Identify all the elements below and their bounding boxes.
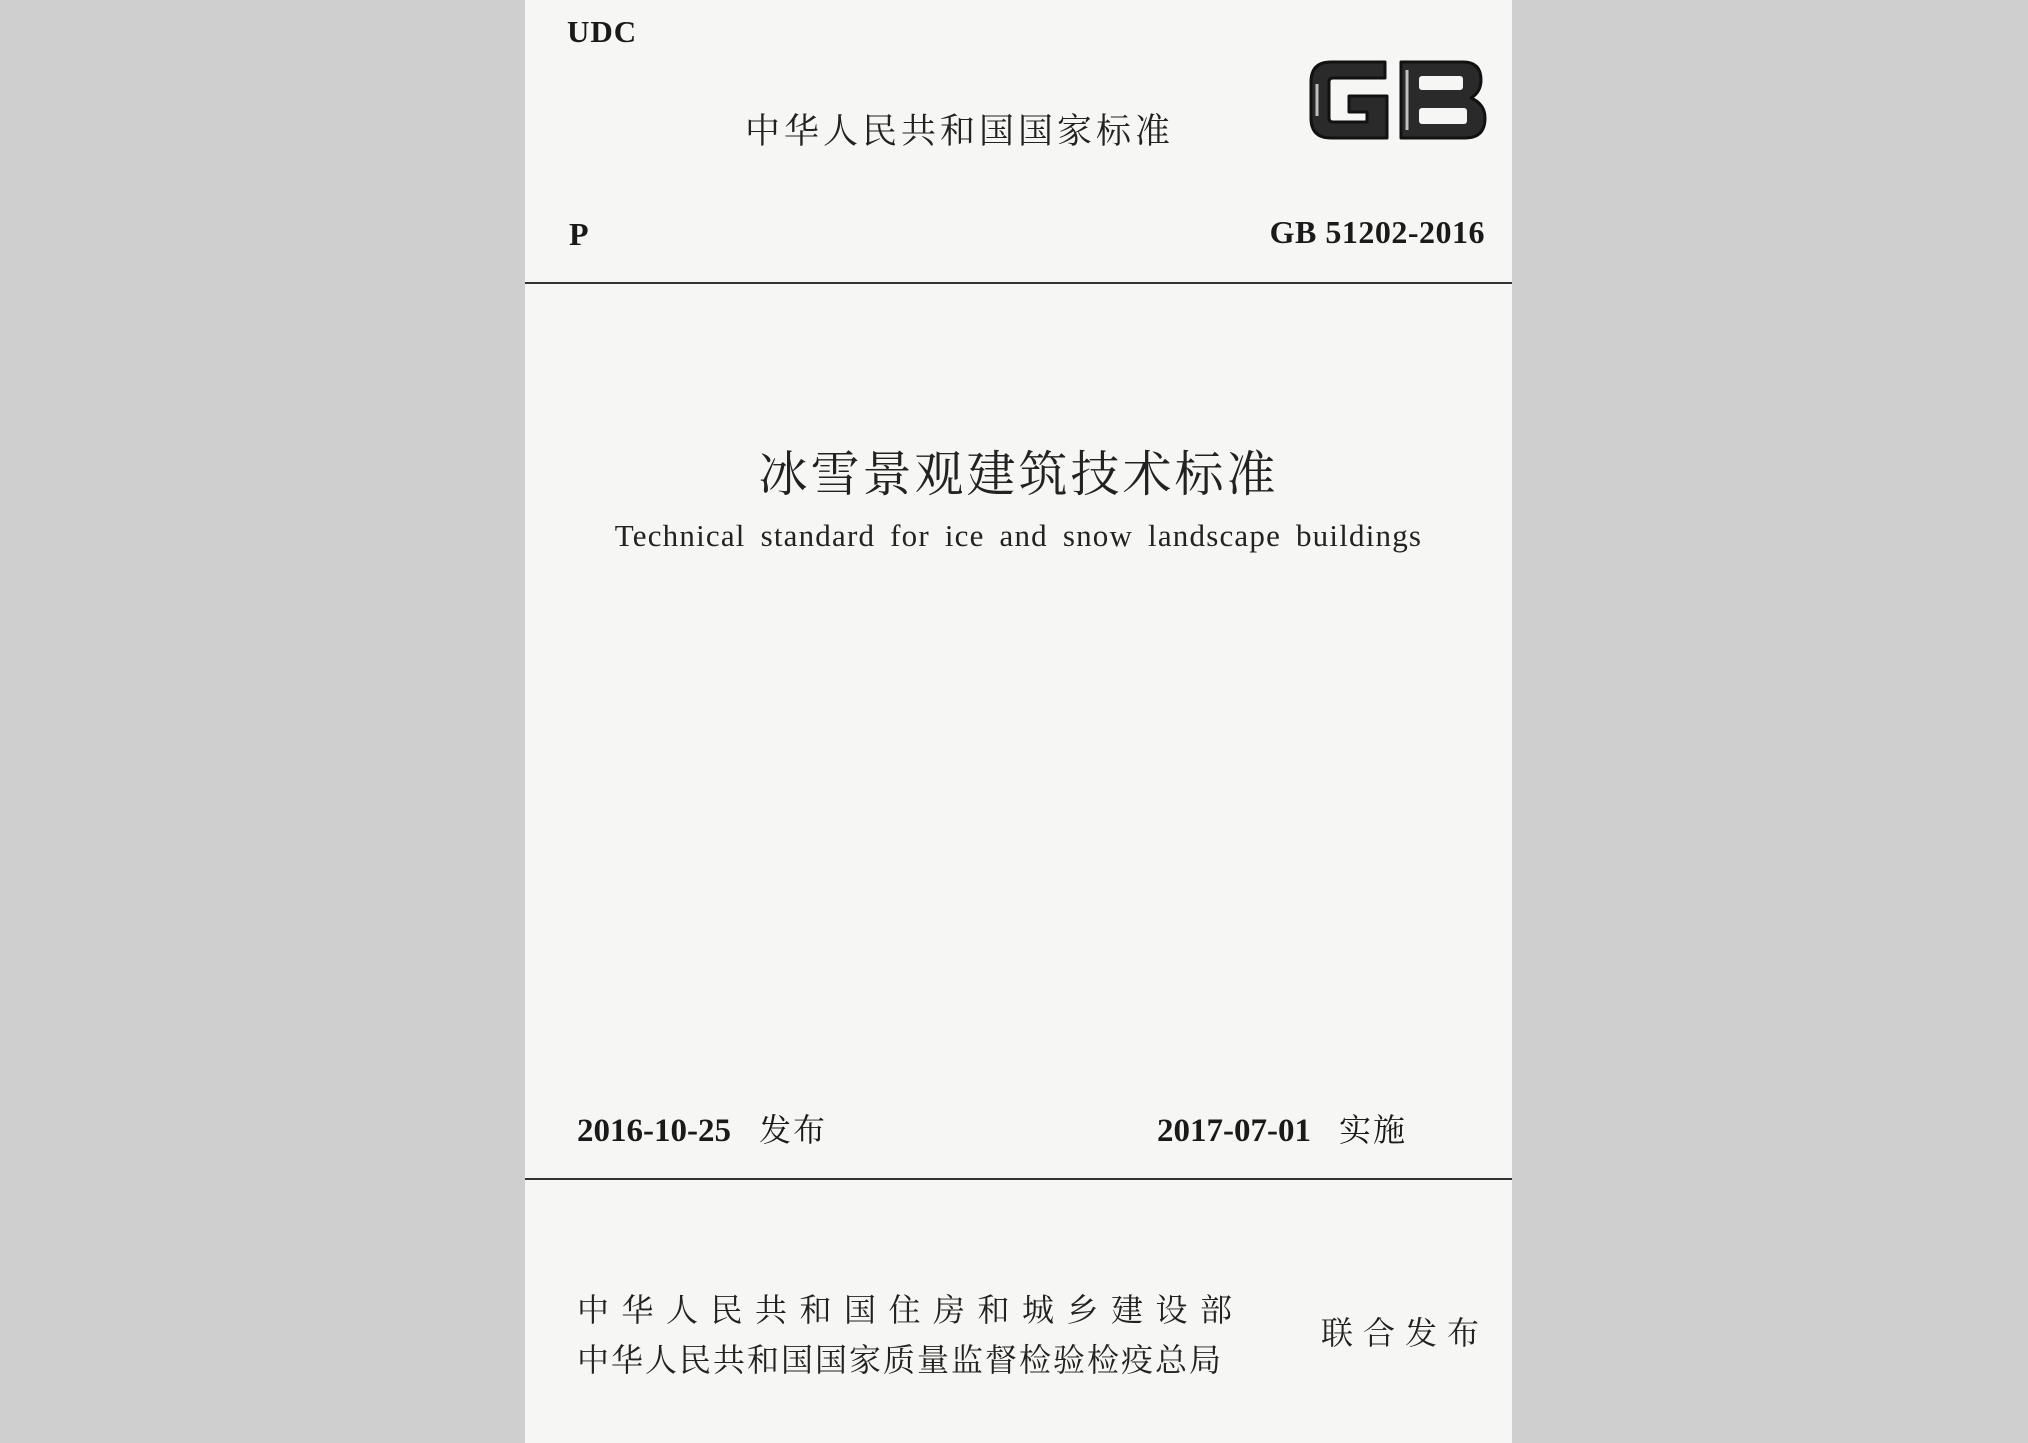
title-chinese: 冰雪景观建筑技术标准 — [758, 446, 1279, 503]
issuer-aqsiq: 中华人民共和国国家质量监督检验检疫总局 — [577, 1341, 1224, 1379]
top-divider — [525, 282, 1512, 284]
issuer-ministry-housing: 中华人民共和国住房和城乡建设部 — [577, 1291, 1245, 1329]
standard-number: GB 51202-2016 — [1269, 214, 1485, 250]
issue-date: 2016-10-25 — [577, 1113, 731, 1149]
gb-logo — [1303, 52, 1491, 148]
standard-cover-page — [525, 0, 1512, 1443]
bottom-divider — [525, 1178, 1512, 1180]
issue-label: 发布 — [758, 1111, 827, 1149]
implementation-date-block — [1157, 1105, 1407, 1151]
implementation-date: 2017-07-01 — [1157, 1113, 1311, 1149]
joint-issue-label: 联合发布 — [1321, 1314, 1490, 1352]
title-english: Technical standard for ice and snow landscape buildings — [614, 518, 1423, 553]
classification-code: P — [569, 216, 589, 252]
udc-label: UDC — [567, 14, 638, 49]
implementation-label: 实施 — [1338, 1111, 1407, 1149]
issue-date-block — [577, 1105, 827, 1151]
national-standard-heading: 中华人民共和国国家标准 — [745, 112, 1175, 152]
